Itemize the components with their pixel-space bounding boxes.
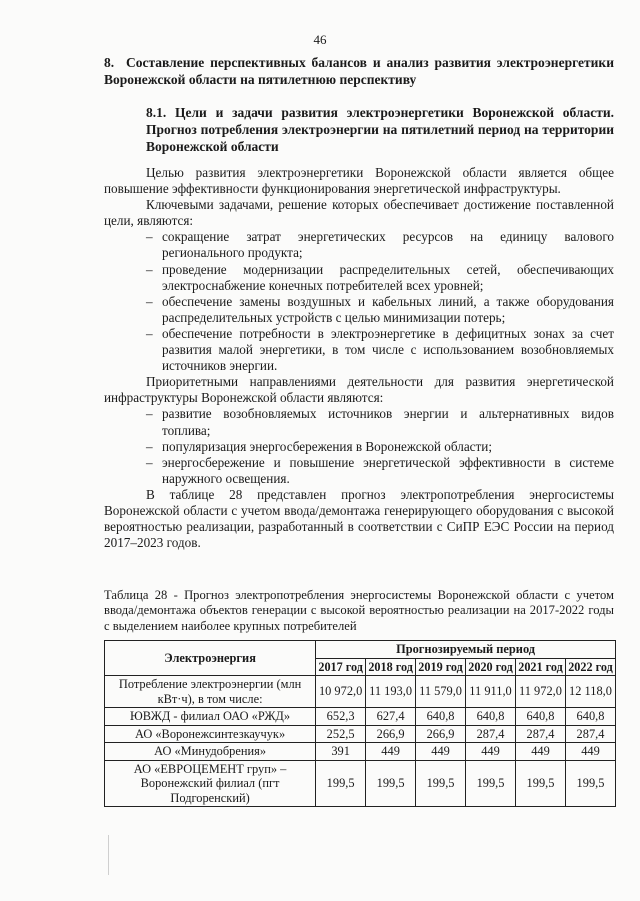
- dash-bullet: –: [146, 325, 153, 341]
- table-cell: 627,4: [366, 708, 416, 726]
- table-row: [105, 708, 616, 726]
- subsection-heading: 8.1. Цели и задачи развития электроэнергетики Воронежской области. Прогноз потребления электроэнергии на пятилетний период на территории Воронежской области: [146, 105, 614, 154]
- table-cell: 640,8: [516, 708, 566, 726]
- column-header-electricity: Электроэнергия: [105, 641, 316, 676]
- table-cell: 449: [565, 743, 615, 761]
- row-label: АО «Воронежсинтезкаучук»: [105, 725, 316, 743]
- table-cell: 266,9: [366, 725, 416, 743]
- row-label: АО «Минудобрения»: [105, 743, 316, 761]
- row-label: ЮВЖД - филиал ОАО «РЖД»: [105, 708, 316, 726]
- body-text: [104, 165, 614, 551]
- table-cell: 252,5: [316, 725, 366, 743]
- table-cell: 287,4: [466, 725, 516, 743]
- forecast-table: [104, 640, 616, 807]
- table-cell: 199,5: [466, 760, 516, 807]
- year-header: 2019 год: [416, 658, 466, 676]
- row-label: АО «ЕВРОЦЕМЕНТ груп» – Воронежский филиал (пгт Подгоренский): [105, 760, 316, 807]
- year-header: 2021 год: [516, 658, 566, 676]
- dash-bullet: –: [146, 454, 153, 470]
- table-cell: 449: [416, 743, 466, 761]
- list-item: – проведение модернизации распределительных сетей, обеспечивающих электроснабжение конечных потребителей всех уровней;: [146, 261, 614, 293]
- table-row: [105, 743, 616, 761]
- table-cell: 199,5: [516, 760, 566, 807]
- list-item: – обеспечение потребности в электроэнергетике в дефицитных зонах за счет развития малой энергетики, в том числе с использованием возобновляемых источников энергии.: [146, 325, 614, 374]
- table-cell: 449: [466, 743, 516, 761]
- year-header: 2022 год: [565, 658, 615, 676]
- table-row: [105, 725, 616, 743]
- year-header: 2018 год: [366, 658, 416, 676]
- year-header: 2017 год: [316, 658, 366, 676]
- table-row: [105, 760, 616, 807]
- table-cell: 11 579,0: [416, 676, 466, 708]
- tasks-list: [104, 229, 614, 374]
- table-cell: 11 972,0: [516, 676, 566, 708]
- dash-bullet: –: [146, 406, 153, 422]
- table-cell: 12 118,0: [565, 676, 615, 708]
- table-cell: 652,3: [316, 708, 366, 726]
- table-cell: 449: [516, 743, 566, 761]
- paragraph-goal: Целью развития электроэнергетики Воронежской области является общее повышение эффективности функционирования энергетической инфраструктуры.: [104, 165, 614, 197]
- table-caption: Таблица 28 - Прогноз электропотребления энергосистемы Воронежской области с учетом ввода/демонтажа объектов генерации с высокой вероятностью реализации на 2017-2022 годы с выделением наиболее крупных потребителей: [104, 588, 614, 633]
- table-cell: 287,4: [565, 725, 615, 743]
- paragraph-tasks-intro: Ключевыми задачами, решение которых обеспечивает достижение поставленной цели, являются:: [104, 197, 614, 229]
- table-row: [105, 676, 616, 708]
- list-item: – развитие возобновляемых источников энергии и альтернативных видов топлива;: [146, 406, 614, 438]
- table-cell: 391: [316, 743, 366, 761]
- dash-bullet: –: [146, 261, 153, 277]
- table-header-row: [105, 641, 616, 659]
- dash-bullet: –: [146, 438, 153, 454]
- section-number: 8.: [104, 55, 115, 70]
- page-number: 46: [313, 32, 327, 47]
- list-item: – популяризация энергосбережения в Воронежской области;: [146, 438, 493, 454]
- row-label: Потребление электроэнергии (млн кВт·ч), в том числе:: [105, 676, 316, 708]
- table-cell: 10 972,0: [316, 676, 366, 708]
- table-cell: 287,4: [516, 725, 566, 743]
- table-cell: 640,8: [416, 708, 466, 726]
- list-item: – сокращение затрат энергетических ресурсов на единицу валового регионального продукта;: [146, 229, 614, 261]
- list-item: – энергосбережение и повышение энергетической эффективности в системе наружного освещения.: [146, 454, 614, 486]
- section-title: Составление перспективных балансов и анализ развития электроэнергетики Воронежской области на пятилетнюю перспективу: [104, 55, 614, 87]
- table-cell: 11 911,0: [466, 676, 516, 708]
- column-header-period: Прогнозируемый период: [316, 641, 616, 659]
- section-heading: [104, 54, 614, 88]
- table-cell: 640,8: [466, 708, 516, 726]
- table-cell: 640,8: [565, 708, 615, 726]
- table-cell: 11 193,0: [366, 676, 416, 708]
- table-cell: 266,9: [416, 725, 466, 743]
- table-cell: 199,5: [366, 760, 416, 807]
- scan-artifact-line: [108, 835, 109, 875]
- year-header: 2020 год: [466, 658, 516, 676]
- table-cell: 199,5: [565, 760, 615, 807]
- table-cell: 199,5: [416, 760, 466, 807]
- list-item: – обеспечение замены воздушных и кабельных линий, а также оборудования распределительных устройств с целью минимизации потерь;: [146, 293, 614, 325]
- directions-list: [104, 406, 614, 486]
- paragraph-directions-intro: Приоритетными направлениями деятельности для развития энергетической инфраструктуры Воронежской области являются:: [104, 374, 614, 406]
- dash-bullet: –: [146, 293, 153, 309]
- dash-bullet: –: [146, 229, 153, 245]
- table-cell: 199,5: [316, 760, 366, 807]
- table-cell: 449: [366, 743, 416, 761]
- paragraph-table-intro: В таблице 28 представлен прогноз электропотребления энергосистемы Воронежской области с учетом ввода/демонтажа генерирующего оборудования с высокой вероятностью реализации, разработанный в соответствии с СиПР ЕЭС России на период 2017–2023 годов.: [104, 486, 614, 551]
